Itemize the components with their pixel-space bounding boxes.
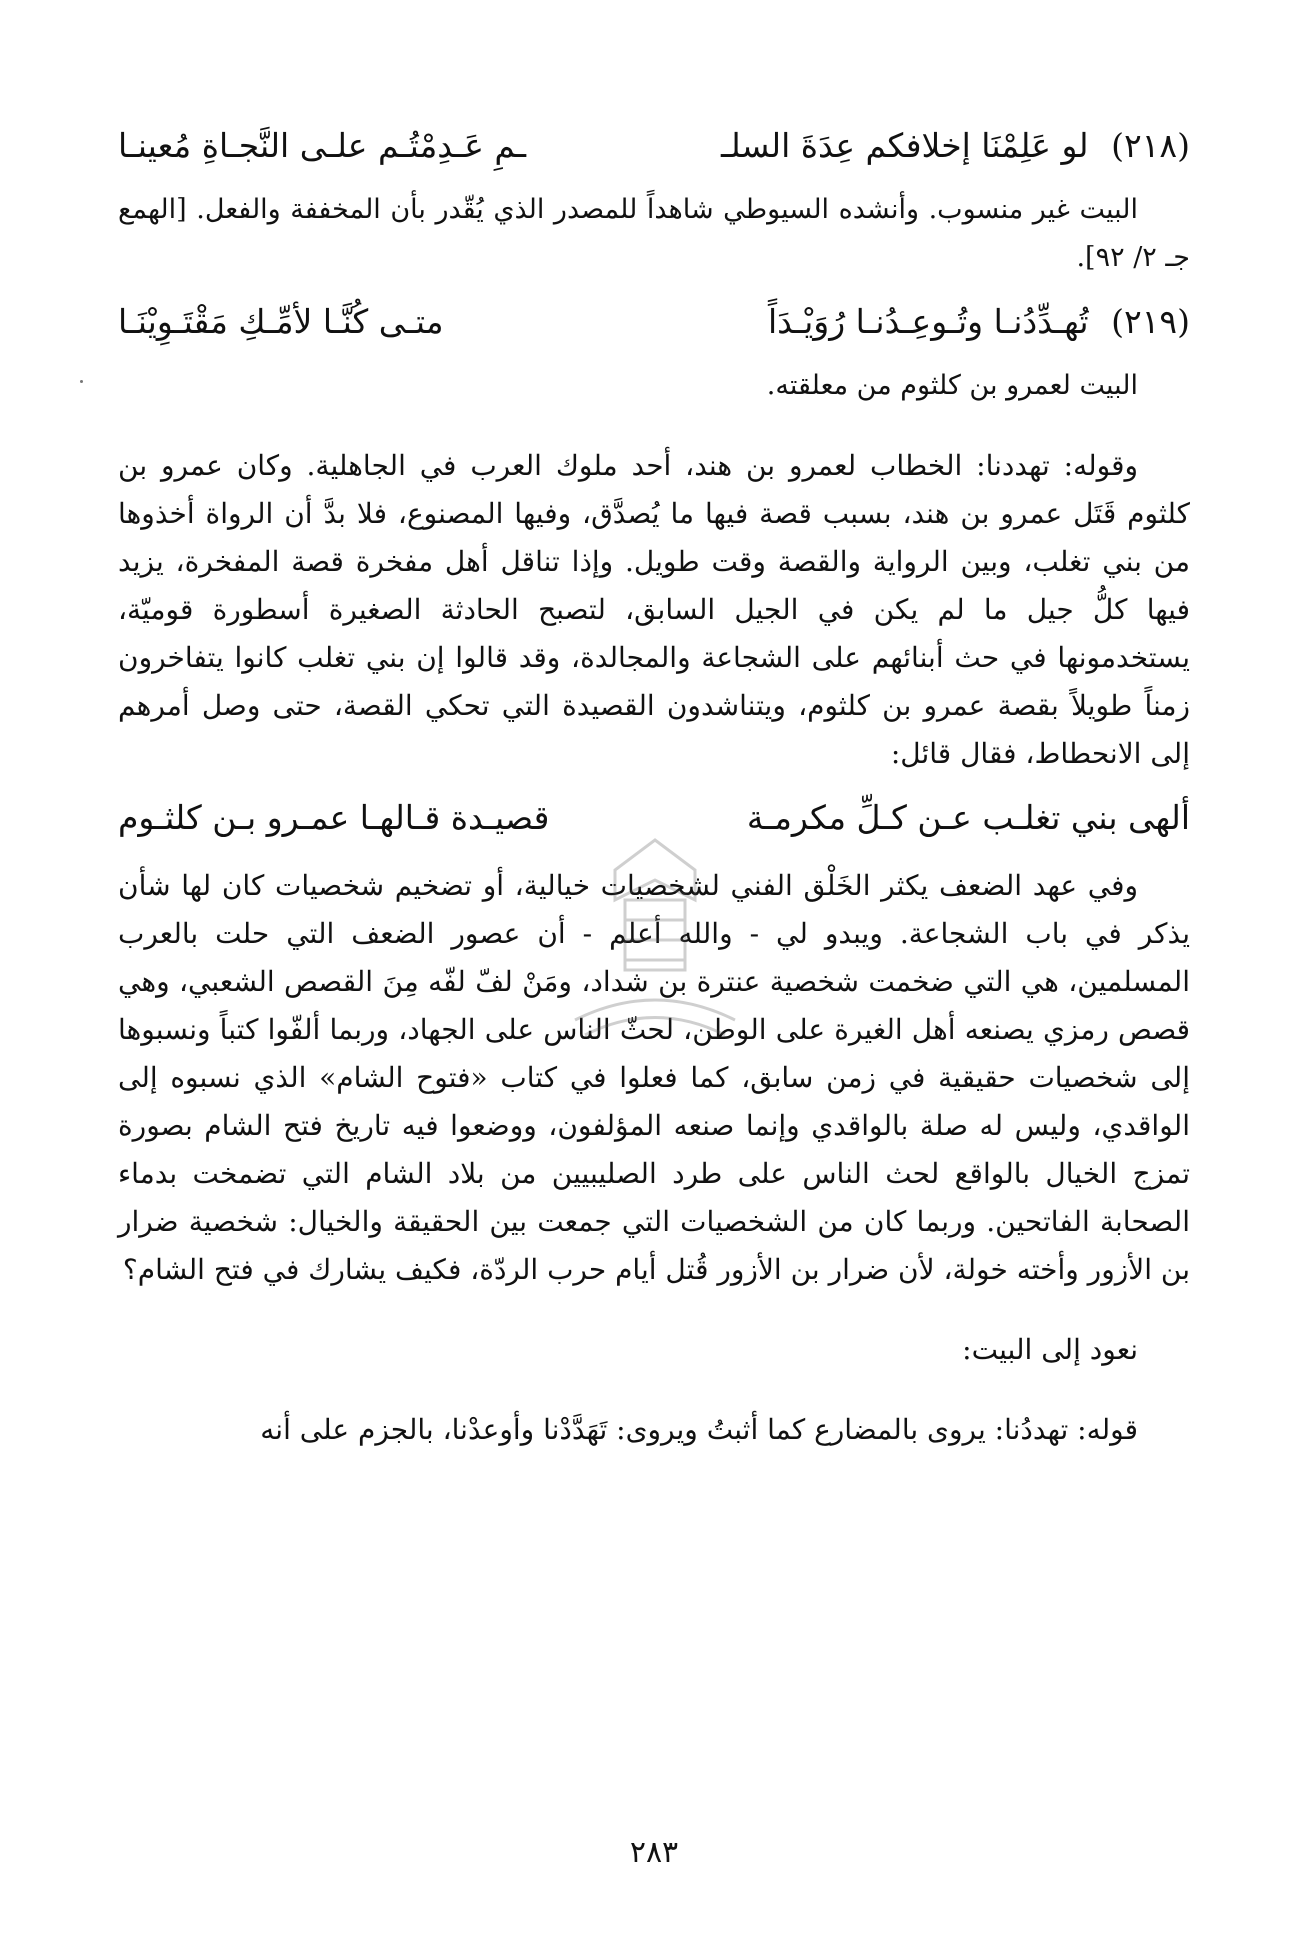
verse-219-first-text: تُهـدِّدُنـا وتُـوعِـدُنـا رُوَيْـدَاً: [767, 302, 1089, 341]
verse-219-second-hemistich: متـى كُنَّـا لأمِّـكِ مَقْتَـوِيْنَـا: [118, 302, 444, 341]
paragraph-2: وفي عهد الضعف يكثر الخَلْق الفني لشخصيات خيالية، أو تضخيم شخصيات كان لها شأن يذكر في باب الشجاعة. ويبدو لي - والله أعلم - أن عصور الضعف التي حلت بالعرب المسلمين، هي التي ضخمت شخصية عنترة بن شداد، ومَنْ لفّ لفّه مِنَ القصص الشعبي، وهي قصص رمزي يصنعه أهل الغيرة على الوطن، لحثّ الناس على الجهاد، وربما ألفّوا كتباً ونسبوها إلى شخصيات حقيقية في زمن سابق، كما فعلوا في كتاب «فتوح الشام» الذي نسبوه إلى الواقدي، وليس له صلة بالواقدي وإنما صنعه المؤلفون، ووضعوا فيه تاريخ فتح الشام بصورة تمزج الخيال بالواقع لحث الناس على طرد الصليبيين من بلاد الشام التي تضمخت بدماء الصحابة الفاتحين. وربما كان من الشخصيات التي جمعت بين الحقيقة والخيال: شخصية ضرار بن الأزور وأخته خولة، لأن ضرار بن الأزور قُتل أيام حرب الردّة، فكيف يشارك في فتح الشام؟: [118, 869, 1190, 1286]
page-content: [118, 120, 1190, 1454]
paragraph-4: قوله: تهددُنا: يروى بالمضارع كما أثبتُ ويروى: تَهَدَّدْنا وأوعدْنا، بالجزم على أنه: [260, 1413, 1138, 1446]
verse-218-second-hemistich: ـمِ عَـدِمْتُـم علـى النَّجـاةِ مُعينـا: [118, 126, 527, 165]
paragraph-1: وقوله: تهددنا: الخطاب لعمرو بن هند، أحد ملوك العرب في الجاهلية. وكان عمرو بن كلثوم قَتَل عمرو بن هند، بسبب قصة فيها ما يُصدَّق، وفيها المصنوع، فلا بدَّ أن الرواة أخذوها من بني تغلب، وبين الرواية والقصة وقت طويل. وإذا تناقل أهل مفخرة قصة المفخرة، يزيد فيها كلُّ جيل ما لم يكن في الجيل السابق، لتصبح الحادثة الصغيرة أسطورة قوميّة، يستخدمونها في حث أبنائهم على الشجاعة والمجالدة، وقد قالوا إن بني تغلب كانوا يتفاخرون زمناً طويلاً بقصة عمرو بن كلثوم، ويتناشدون القصيدة التي تحكي القصة، حتى وصل أمرهم إلى الانحطاط، فقال قائل:: [118, 449, 1190, 770]
note-219: البيت لعمرو بن كلثوم من معلقته.: [766, 370, 1138, 401]
quoted-verse-second-hemistich: قصيـدة قـالهـا عمـرو بـن كلثـوم: [118, 798, 550, 837]
page-number: ٢٨٣: [629, 1835, 679, 1870]
stray-dot: [80, 380, 83, 383]
verse-219-number: (٢١٩): [1111, 302, 1190, 341]
quoted-verse-first-hemistich: ألهى بني تغلـب عـن كـلِّ مكرمـة: [746, 798, 1190, 837]
note-218-line: البيت غير منسوب. وأنشده السيوطي شاهداً للمصدر الذي يُقّدر بأن المخففة والفعل.: [196, 194, 1138, 225]
verse-219: [118, 296, 1190, 348]
note-218-reference: [الهمع جـ ٢/ ٩٢].: [118, 194, 1190, 273]
verse-218-number: (٢١٨): [1111, 126, 1190, 165]
note-218: [118, 186, 1190, 282]
paragraph-3: نعود إلى البيت:: [962, 1333, 1138, 1366]
verse-219-first-hemistich: [768, 296, 1190, 348]
verse-218-first-hemistich: [721, 120, 1190, 172]
verse-218: [118, 120, 1190, 172]
quoted-verse: [118, 792, 1190, 844]
verse-218-first-text: لو عَلِمْنَا إخلافكم عِدَةَ السلـ: [721, 126, 1089, 165]
